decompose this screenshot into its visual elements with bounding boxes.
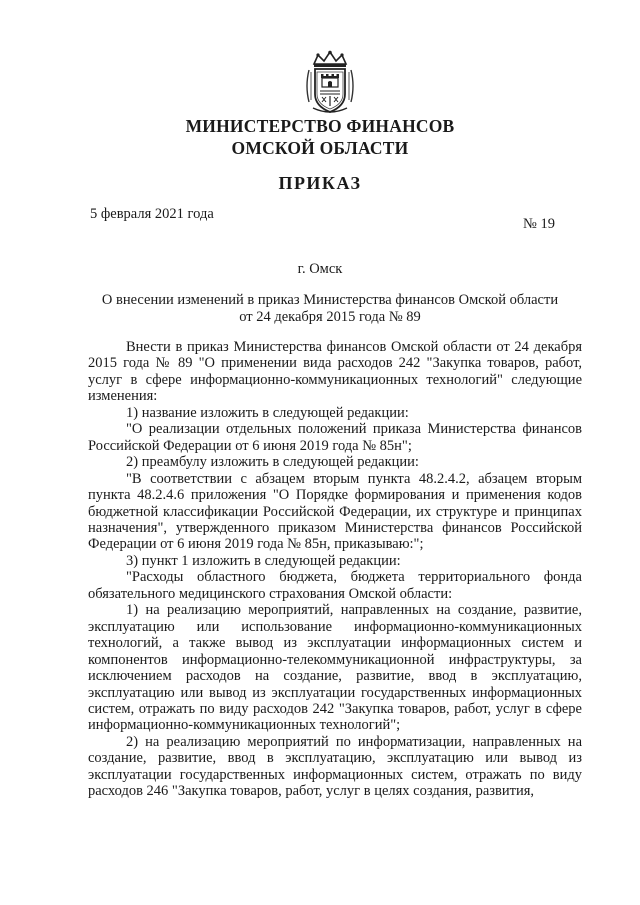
body-paragraph: Внести в приказ Министерства финансов Омской области от 24 декабря 2015 года № 89 "О применении вида расходов 242 "Закупка товаров, работ, услуг в сфере информационно-коммуникационных технологий" следующие изменения: (88, 339, 582, 405)
document-city: г. Омск (297, 261, 343, 277)
document-subject-line2: от 24 декабря 2015 года № 89 (239, 309, 421, 325)
body-paragraph: 1) на реализацию мероприятий, направленных на создание, развитие, эксплуатацию или использование информационно-коммуникационных технологий, а также вывод из эксплуатации информационных систем и компонентов информационно-телекоммуникационной инфраструктуры, за исключением расходов на создание, развитие, ввод в эксплуатацию, эксплуатацию или вывод из эксплуатации государственных информационных систем, отражать по виду расходов 242 "Закупка товаров, работ, услуг в сфере информационно-коммуникационных технологий"; (88, 602, 582, 734)
body-paragraph: 2) преамбулу изложить в следующей редакции: (126, 454, 419, 471)
document-date: 5 февраля 2021 года (90, 206, 214, 222)
body-paragraph: 3) пункт 1 изложить в следующей редакции: (126, 552, 401, 569)
omsk-coat-of-arms-icon (305, 50, 355, 116)
body-paragraph: "О реализации отдельных положений приказа Министерства финансов Российской Федерации от 6 июня 2019 года № 85н"; (88, 421, 582, 454)
document-subject-line1: О внесении изменений в приказ Министерства финансов Омской области (101, 292, 559, 308)
document-type-title: ПРИКАЗ (278, 173, 362, 193)
document-number: № 19 (523, 216, 555, 232)
ministry-name-line2: ОМСКОЙ ОБЛАСТИ (231, 138, 409, 158)
ministry-name-line1: МИНИСТЕРСТВО ФИНАНСОВ (185, 116, 455, 136)
body-paragraph: 1) название изложить в следующей редакции: (126, 404, 409, 421)
document-body (88, 339, 582, 800)
body-paragraph: 2) на реализацию мероприятий по информатизации, направленных на создание, развитие, ввод в эксплуатацию, эксплуатацию или вывод из эксплуатации государственных информационных систем, отражать по виду расходов 246 "Закупка товаров, работ, услуг в целях создания, развития, (88, 733, 582, 800)
body-paragraph: "В соответствии с абзацем вторым пункта 48.2.4.2, абзацем вторым пункта 48.2.4.6 приложения "О Порядке формирования и применения кодов бюджетной классификации Российской Федерации, их структуре и принципах назначения", утвержденного приказом Министерства финансов Российской Федерации от 6 июня 2019 года № 85н, приказываю:"; (88, 470, 582, 553)
body-paragraph: "Расходы областного бюджета, бюджета территориального фонда обязательного медицинского страхования Омской области: (88, 569, 582, 602)
